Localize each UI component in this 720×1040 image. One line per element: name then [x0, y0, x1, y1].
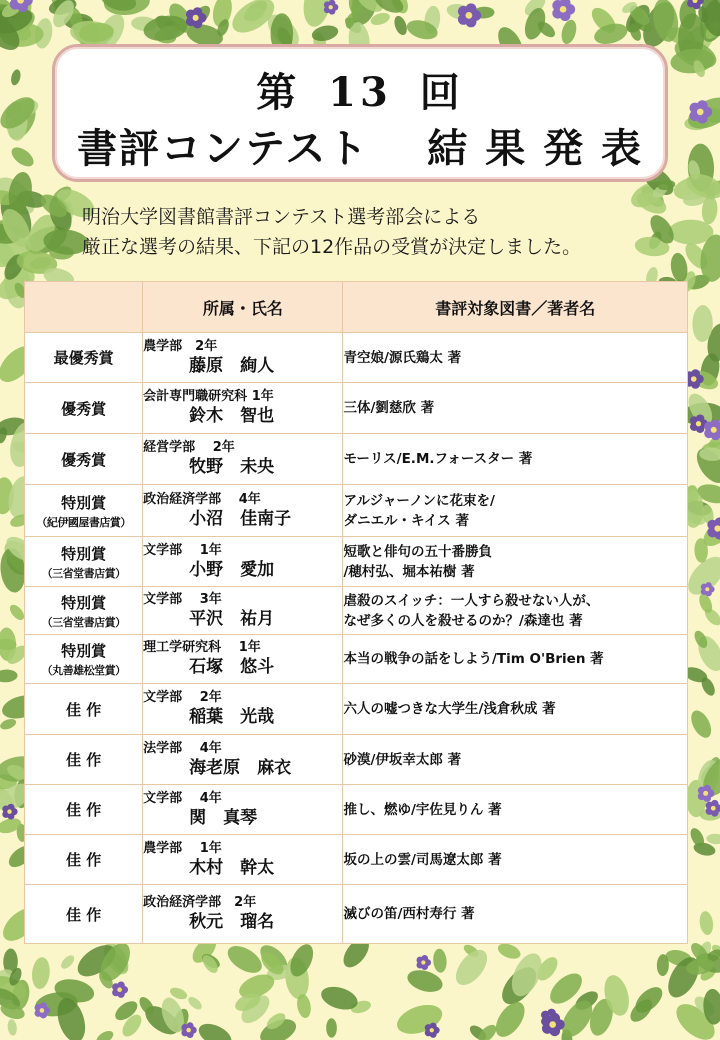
results-table	[24, 281, 688, 944]
award-cell	[25, 485, 143, 537]
affiliation: 文学部 1年	[143, 542, 222, 558]
table-row	[25, 333, 688, 383]
affiliation-name-cell	[143, 383, 343, 434]
affiliation-name-cell	[143, 735, 343, 785]
book-author-line: アルジャーノンに花束を/	[343, 492, 495, 509]
award-name: 優秀賞	[61, 399, 107, 418]
affiliation: 文学部 3年	[143, 591, 222, 607]
affiliation-name-cell	[143, 434, 343, 485]
book-author-cell	[343, 684, 688, 735]
contest-number-title: 第 13 回	[256, 69, 464, 116]
table-row	[25, 635, 688, 684]
book-author-line: 三体/劉慈欣 著	[343, 400, 435, 416]
affiliation: 理工学研究科 1年	[143, 640, 261, 655]
book-author-line: モーリス/E.M.フォースター 著	[343, 451, 533, 467]
book-author-cell	[343, 537, 688, 587]
book-author-line: 推し、燃ゆ/宇佐見りん 著	[343, 801, 502, 818]
affiliation-name-cell	[143, 333, 343, 383]
table-row	[25, 785, 688, 835]
student-name: 海老原 麻衣	[189, 757, 292, 778]
affiliation-name-cell	[143, 835, 343, 885]
award-name: 特別賞	[61, 593, 107, 612]
award-sponsor: （三省堂書店賞）	[41, 615, 126, 629]
award-sponsor: （丸善雄松堂賞）	[41, 664, 126, 677]
affiliation-name-cell	[143, 684, 343, 735]
book-author-line: ダニエル・キイス 著	[343, 512, 469, 529]
award-cell	[25, 885, 143, 944]
book-author-line: 本当の戦争の話をしよう/Tim O'Brien 著	[343, 651, 604, 667]
student-name: 牧野 未央	[189, 457, 275, 477]
student-name: 鈴木 智也	[189, 406, 275, 426]
award-name: 特別賞	[61, 544, 107, 563]
book-author-line: 砂漠/伊坂幸太郎 著	[343, 751, 462, 768]
table-header-row	[25, 282, 688, 333]
affiliation: 農学部 1年	[143, 840, 222, 856]
book-author-cell	[343, 735, 688, 785]
book-author-line: 滅びの笛/西村寿行 著	[343, 906, 475, 922]
header-book-author: 書評対象図書／著者名	[343, 282, 688, 333]
student-name: 関 真琴	[189, 807, 258, 828]
book-author-cell	[343, 333, 688, 383]
award-cell	[25, 537, 143, 587]
affiliation: 政治経済学部 2年	[143, 895, 257, 910]
book-author-line: 坂の上の雲/司馬遼太郎 著	[343, 851, 502, 868]
affiliation: 農学部 2年	[143, 338, 218, 354]
award-name: 最優秀賞	[53, 349, 114, 367]
student-name: 小野 愛加	[189, 559, 275, 580]
affiliation-name-cell	[143, 537, 343, 587]
award-name: 優秀賞	[61, 450, 107, 469]
affiliation: 文学部 2年	[143, 690, 222, 705]
affiliation-name-cell	[143, 587, 343, 635]
book-author-cell	[343, 835, 688, 885]
title-frame	[52, 44, 668, 182]
award-cell	[25, 835, 143, 885]
affiliation: 政治経済学部 4年	[143, 491, 261, 507]
table-row	[25, 383, 688, 434]
book-author-cell	[343, 485, 688, 537]
table-row	[25, 485, 688, 537]
table-row	[25, 587, 688, 635]
affiliation: 経営学部 2年	[143, 440, 235, 455]
table-row	[25, 885, 688, 944]
header-affiliation-name: 所属・氏名	[143, 282, 343, 333]
award-name: 佳 作	[65, 905, 102, 924]
affiliation: 会計専門職研究科 1年	[143, 389, 274, 404]
table-row	[25, 537, 688, 587]
student-name: 石塚 悠斗	[189, 657, 275, 677]
award-name: 佳 作	[65, 851, 102, 869]
award-name: 佳 作	[65, 801, 102, 819]
book-author-cell	[343, 885, 688, 944]
affiliation-name-cell	[143, 885, 343, 944]
book-author-line: 虐殺のスイッチ：一人すら殺せない人が、	[343, 592, 600, 609]
header-award	[25, 282, 143, 333]
award-cell	[25, 434, 143, 485]
affiliation-name-cell	[143, 635, 343, 684]
award-cell	[25, 684, 143, 735]
book-author-cell	[343, 383, 688, 434]
affiliation: 法学部 4年	[143, 740, 222, 756]
award-cell	[25, 333, 143, 383]
award-cell	[25, 785, 143, 835]
award-cell	[25, 735, 143, 785]
book-author-line: 短歌と俳句の五十番勝負	[343, 543, 492, 560]
student-name: 稲葉 光哉	[189, 707, 275, 727]
intro-line-2: 厳正な選考の結果、下記の12作品の受賞が決定しました。	[82, 236, 582, 258]
award-cell	[25, 587, 143, 635]
book-author-cell	[343, 785, 688, 835]
student-name: 小沼 佳南子	[189, 508, 292, 529]
table-row	[25, 684, 688, 735]
student-name: 秋元 瑠名	[189, 912, 275, 932]
book-author-line: 六人の嘘つきな大学生/浅倉秋成 著	[343, 701, 556, 717]
student-name: 藤原 絢人	[189, 355, 275, 376]
table-row	[25, 434, 688, 485]
award-cell	[25, 383, 143, 434]
book-author-cell	[343, 434, 688, 485]
table-row	[25, 835, 688, 885]
affiliation-name-cell	[143, 785, 343, 835]
affiliation: 文学部 4年	[143, 790, 222, 806]
book-author-line: 青空娘/源氏鶏太 著	[343, 349, 462, 366]
book-author-line: なぜ多くの人を殺せるのか？/森達也 著	[343, 612, 583, 629]
award-sponsor: （紀伊國屋書店賞）	[36, 515, 131, 529]
award-name: 佳 作	[65, 751, 102, 769]
contest-results-title: 書評コンテスト 結 果 発 表	[76, 125, 644, 172]
book-author-cell	[343, 587, 688, 635]
award-name: 佳 作	[65, 700, 102, 719]
award-name: 特別賞	[61, 642, 107, 660]
affiliation-name-cell	[143, 485, 343, 537]
award-name: 特別賞	[61, 493, 107, 512]
book-author-line: /穂村弘、堀本祐樹 著	[343, 563, 475, 580]
student-name: 木村 幹太	[189, 857, 275, 878]
intro-line-1: 明治大学図書館書評コンテスト選考部会による	[82, 206, 481, 228]
student-name: 平沢 祐月	[189, 608, 275, 629]
table-row	[25, 735, 688, 785]
award-sponsor: （三省堂書店賞）	[41, 566, 126, 580]
intro-text	[82, 202, 682, 262]
book-author-cell	[343, 635, 688, 684]
award-cell	[25, 635, 143, 684]
